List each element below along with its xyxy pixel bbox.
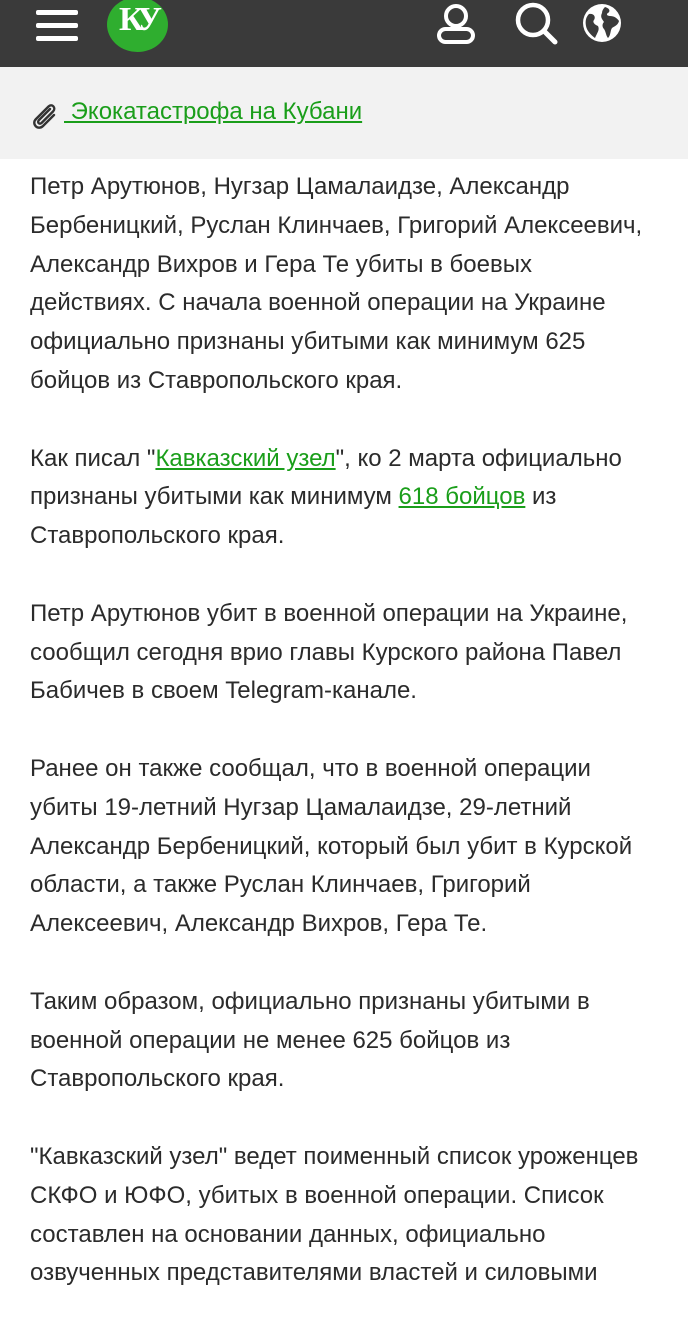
article-body: [30, 168, 660, 1332]
menu-icon[interactable]: [36, 10, 78, 44]
user-icon[interactable]: [434, 0, 478, 48]
globe-icon[interactable]: [580, 0, 624, 48]
topic-link[interactable]: Экокатастрофа на Кубани: [64, 98, 363, 125]
kavkaz-uzel-link[interactable]: Кавказский узел: [155, 444, 336, 472]
paragraph-4: Ранее он также сообщал, что в военной операции убиты 19-летний Нугзар Цамалаидзе, 29-летний Александр Бербеницкий, который был убит в Курской области, а также Руслан Клинчаев, Григорий Алексеевич, Александр Вихров, Гера Те.: [30, 754, 633, 938]
site-logo[interactable]: [107, 0, 168, 52]
search-icon[interactable]: [512, 0, 556, 48]
top-navigation-bar: [0, 0, 688, 67]
paperclip-icon: [29, 100, 59, 130]
618-fighters-link[interactable]: 618 бойцов: [398, 483, 526, 511]
paragraph-2-text-before: Как писал ": [30, 444, 156, 472]
paragraph-6: "Кавказский узел" ведет поименный список уроженцев СКФО и ЮФО, убитых в военной операции. Список составлен на основании данных, официально озвученных представителями властей и силовыми: [30, 1142, 639, 1287]
logo-text: КУ: [119, 1, 156, 38]
paragraph-2-text-middle: ", ко 2 марта официально признаны убитыми как минимум: [30, 444, 622, 511]
paragraph-3: Петр Арутюнов убит в военной операции на Украине, сообщил сегодня врио главы Курского района Павел Бабичев в своем Telegram-канале.: [30, 599, 628, 705]
paragraph-2: [30, 440, 660, 556]
paragraph-1: Петр Арутюнов, Нугзар Цамалаидзе, Александр Бербеницкий, Руслан Клинчаев, Григорий Алексеевич, Александр Вихров и Гера Те убиты в боевых действиях. С начала военной операции на Украине официально признаны убитыми как минимум 625 бойцов из Ставропольского края.: [30, 173, 643, 394]
paragraph-5: Таким образом, официально признаны убитыми в военной операции не менее 625 бойцов из Ставропольского края.: [30, 987, 590, 1093]
paragraph-2-text-after: из Ставропольского края.: [30, 483, 557, 550]
